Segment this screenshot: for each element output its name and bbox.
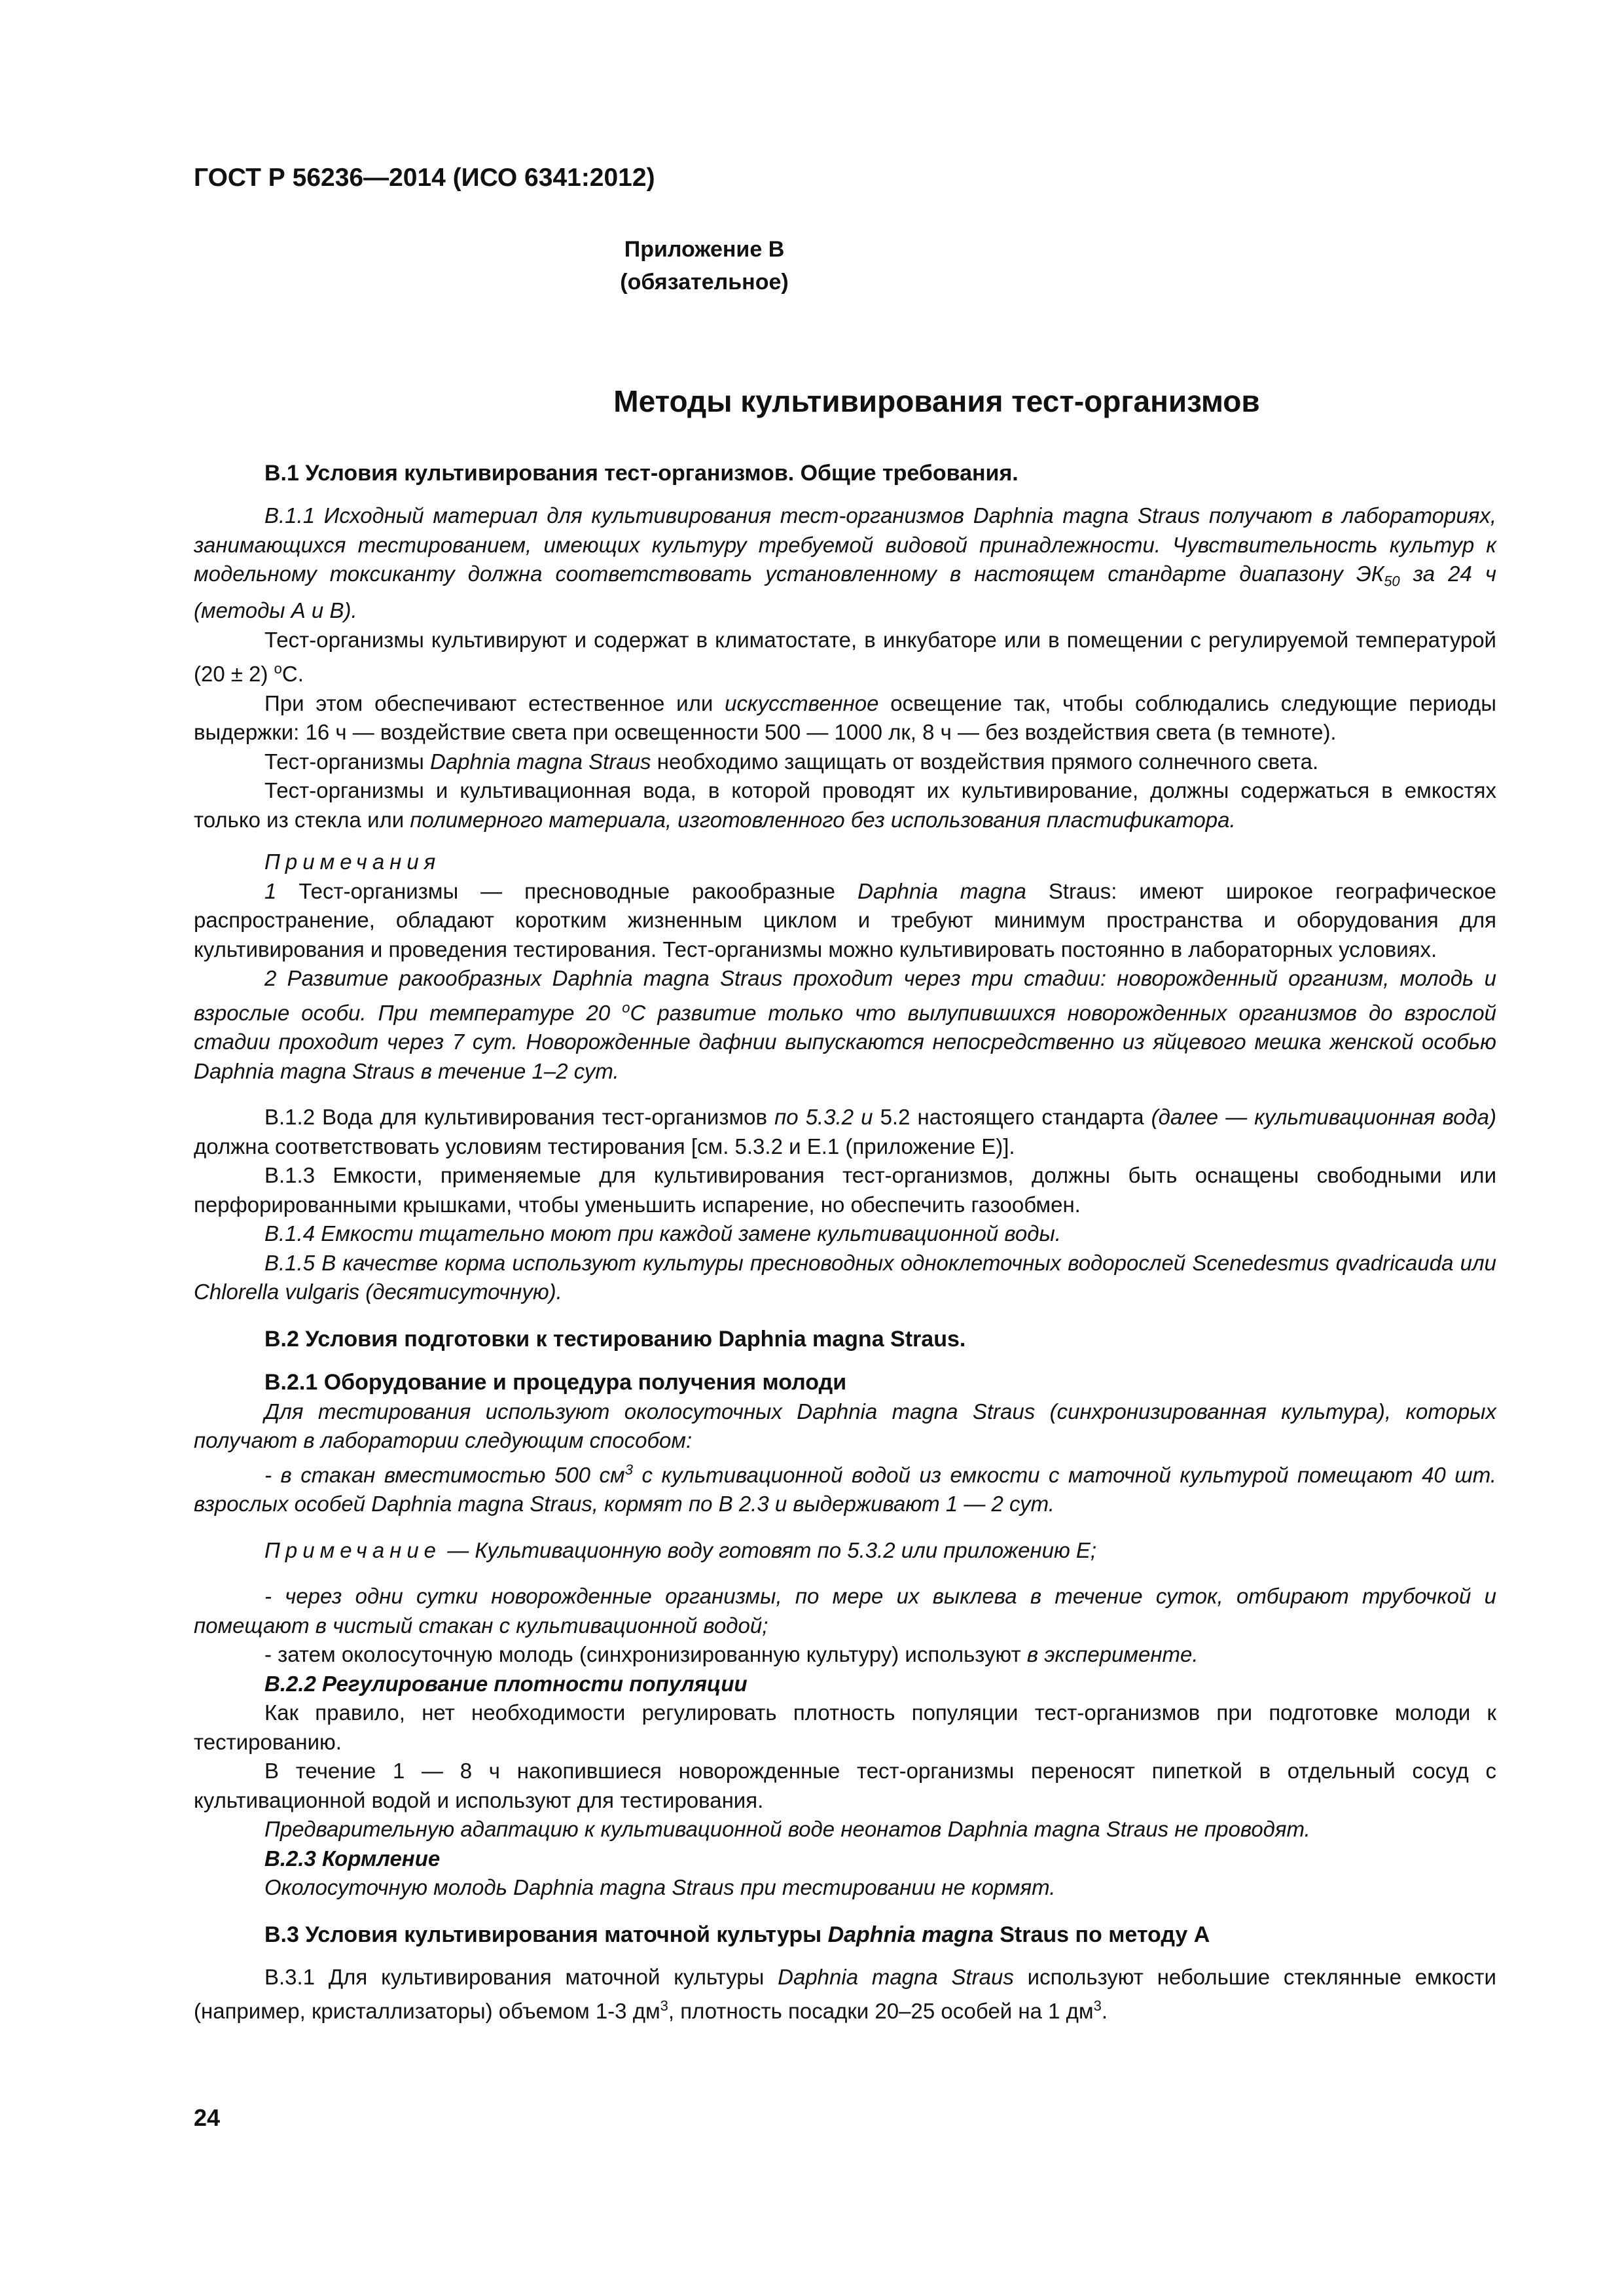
appendix-status: (обязательное) xyxy=(620,270,789,295)
paragraph-b3-1: В.3.1 Для культивирования маточной культуры Daphnia magna Straus используют небольшие стеклянные емкости (например, кристаллизаторы) объемом 1-3 $дм^3$, плотность посадки 20–25 особей на 1 $дм^3$. xyxy=(194,1964,1496,2024)
notes-label: Примечания xyxy=(264,850,441,874)
paragraph-b1-3: В.1.3 Емкости, применяемые для культивирования тест-организмов, должны быть оснащены свободными или перфорированными крышками, чтобы уменьшить испарение, но обеспечить газообмен. xyxy=(194,1163,1496,1217)
appendix-label xyxy=(560,233,848,298)
note-2: 2 Развитие ракообразных Daphnia magna Straus проходит через три стадии: новорожденный организм, молодь и взрослые особи. При температуре 20 $^о$С развитие только что вылупившихся новорожденных организмов до взрослой стадии проходит через 7 сут. Новорожденные дафнии выпускаются непосредственно из яйцевого мешка женской особью Daphnia magna Straus в течение 1–2 сут. xyxy=(194,966,1496,1083)
note-b2: Примечание — Культивационную воду готовят по 5.3.2 или приложению Е; xyxy=(264,1537,1097,1562)
page-number: 24 xyxy=(194,2104,221,2131)
paragraph-b1-light: При этом обеспечивают естественное или искусственное освещение так, чтобы соблюдались следующие периоды выдержки: 16 ч — воздействие света при освещенности 500 — 1000 лк, 8 ч — без воздействия света (в темноте). xyxy=(194,691,1497,745)
paragraph-b1-temp: Тест-организмы культивируют и содержат в климатостате, в инкубаторе или в помещении с регулируемой температурой (20 ± 2) $^о$С. xyxy=(194,627,1496,687)
paragraph-b2-1-step2: - через одни сутки новорожденные организмы, по мере их выклева в течение суток, отбирают трубочкой и помещают в чистый стакан с культивационной водой; xyxy=(194,1584,1496,1638)
paragraph-b2-2-b: В течение 1 — 8 ч накопившиеся новорожденные тест-организмы переносят пипеткой в отдельный сосуд с культивационной водой и используют для тестирования. xyxy=(194,1759,1496,1812)
paragraph-b1-containers: Тест-организмы и культивационная вода, в которой проводят их культивирование, должны содержаться в емкостях только из стекла или полимерного материала, изготовленного без использования пластификатора. xyxy=(194,778,1496,832)
note-1: 1 Тест-организмы — пресноводные ракообразные Daphnia magna Straus: имеют широкое географическое распространение, обладают коротким жизненным циклом и требуют минимум пространства и оборудования для культивирования и проведения тестирования. Тест-организмы можно культивировать постоянно в лабораторных условиях. xyxy=(194,878,1496,961)
paragraph-b1-4: В.1.4 Емкости тщательно моют при каждой замене культивационной воды. xyxy=(264,1221,1061,1246)
section-heading-b2: В.2 Условия подготовки к тестированию Daphnia magna Straus. xyxy=(264,1326,966,1352)
subsection-heading-b2-2: В.2.2 Регулирование плотности популяции xyxy=(264,1671,748,1696)
section-heading-b3: В.3 Условия культивирования маточной культуры Daphnia magna Straus по методу А xyxy=(264,1922,1210,1947)
paragraph-b2-1-step1: - в стакан вместимостью 500 $см^3$ с культивационной водой из емкости с маточной культурой помещают 40 шт. взрослых особей Daphnia magna Straus, кормят по В 2.3 и выдерживают 1 — 2 сут. xyxy=(194,1461,1496,1516)
section-heading-b1: В.1 Условия культивирования тест-организмов. Общие требования. xyxy=(264,461,1019,486)
subsection-heading-b2-1: В.2.1 Оборудование и процедура получения молоди xyxy=(264,1369,847,1395)
paragraph-b2-2-a: Как правило, нет необходимости регулировать плотность популяции тест-организмов при подготовке молоди к тестированию. xyxy=(194,1700,1496,1754)
paragraph-b1-sun: Тест-организмы Daphnia magna Straus необходимо защищать от воздействия прямого солнечного света. xyxy=(264,749,1319,774)
subsection-heading-b2-3: В.2.3 Кормление xyxy=(264,1846,441,1871)
page-title: Методы культивирования тест-организмов xyxy=(613,384,1260,418)
paragraph-b2-3: Околосуточную молодь Daphnia magna Straus при тестировании не кормят. xyxy=(264,1875,1056,1900)
paragraph-b2-1-step3: - затем околосуточную молодь (синхронизированную культуру) используют в эксперименте. xyxy=(264,1642,1199,1667)
paragraph-b2-2-c: Предварительную адаптацию к культивационной воде неонатов Daphnia magna Straus не проводят. xyxy=(264,1817,1310,1842)
paragraph-b1-2: В.1.2 Вода для культивирования тест-организмов по 5.3.2 и 5.2 настоящего стандарта (далее — культивационная вода) должна соответствовать условиям тестирования [см. 5.3.2 и Е.1 (приложение Е)]. xyxy=(194,1105,1497,1158)
document-page xyxy=(194,164,1496,2026)
paragraph-b2-1: Для тестирования используют околосуточных Daphnia magna Straus (синхронизированная культура), которых получают в лаборатории следующим способом: xyxy=(194,1399,1496,1453)
standard-header: ГОСТ Р 56236—2014 (ИСО 6341:2012) xyxy=(194,164,655,192)
appendix-title: Приложение В xyxy=(624,237,785,262)
paragraph-b1-1: В.1.1 Исходный материал для культивирования тест-организмов Daphnia magna Straus получают в лабораториях, занимающихся тестированием, имеющих культуру требуемой видовой принадлежности. Чувствительность культур к модельному токсиканту должна соответствовать установленному в настоящем стандарте диапазону $ЭК_{50}$ за 24 ч (методы А и В). xyxy=(194,503,1496,623)
paragraph-b1-5: В.1.5 В качестве корма используют культуры пресноводных одноклеточных водорослей Scenedesmus qvadricauda или Chlorella vulgaris (десятисуточную). xyxy=(194,1250,1496,1304)
